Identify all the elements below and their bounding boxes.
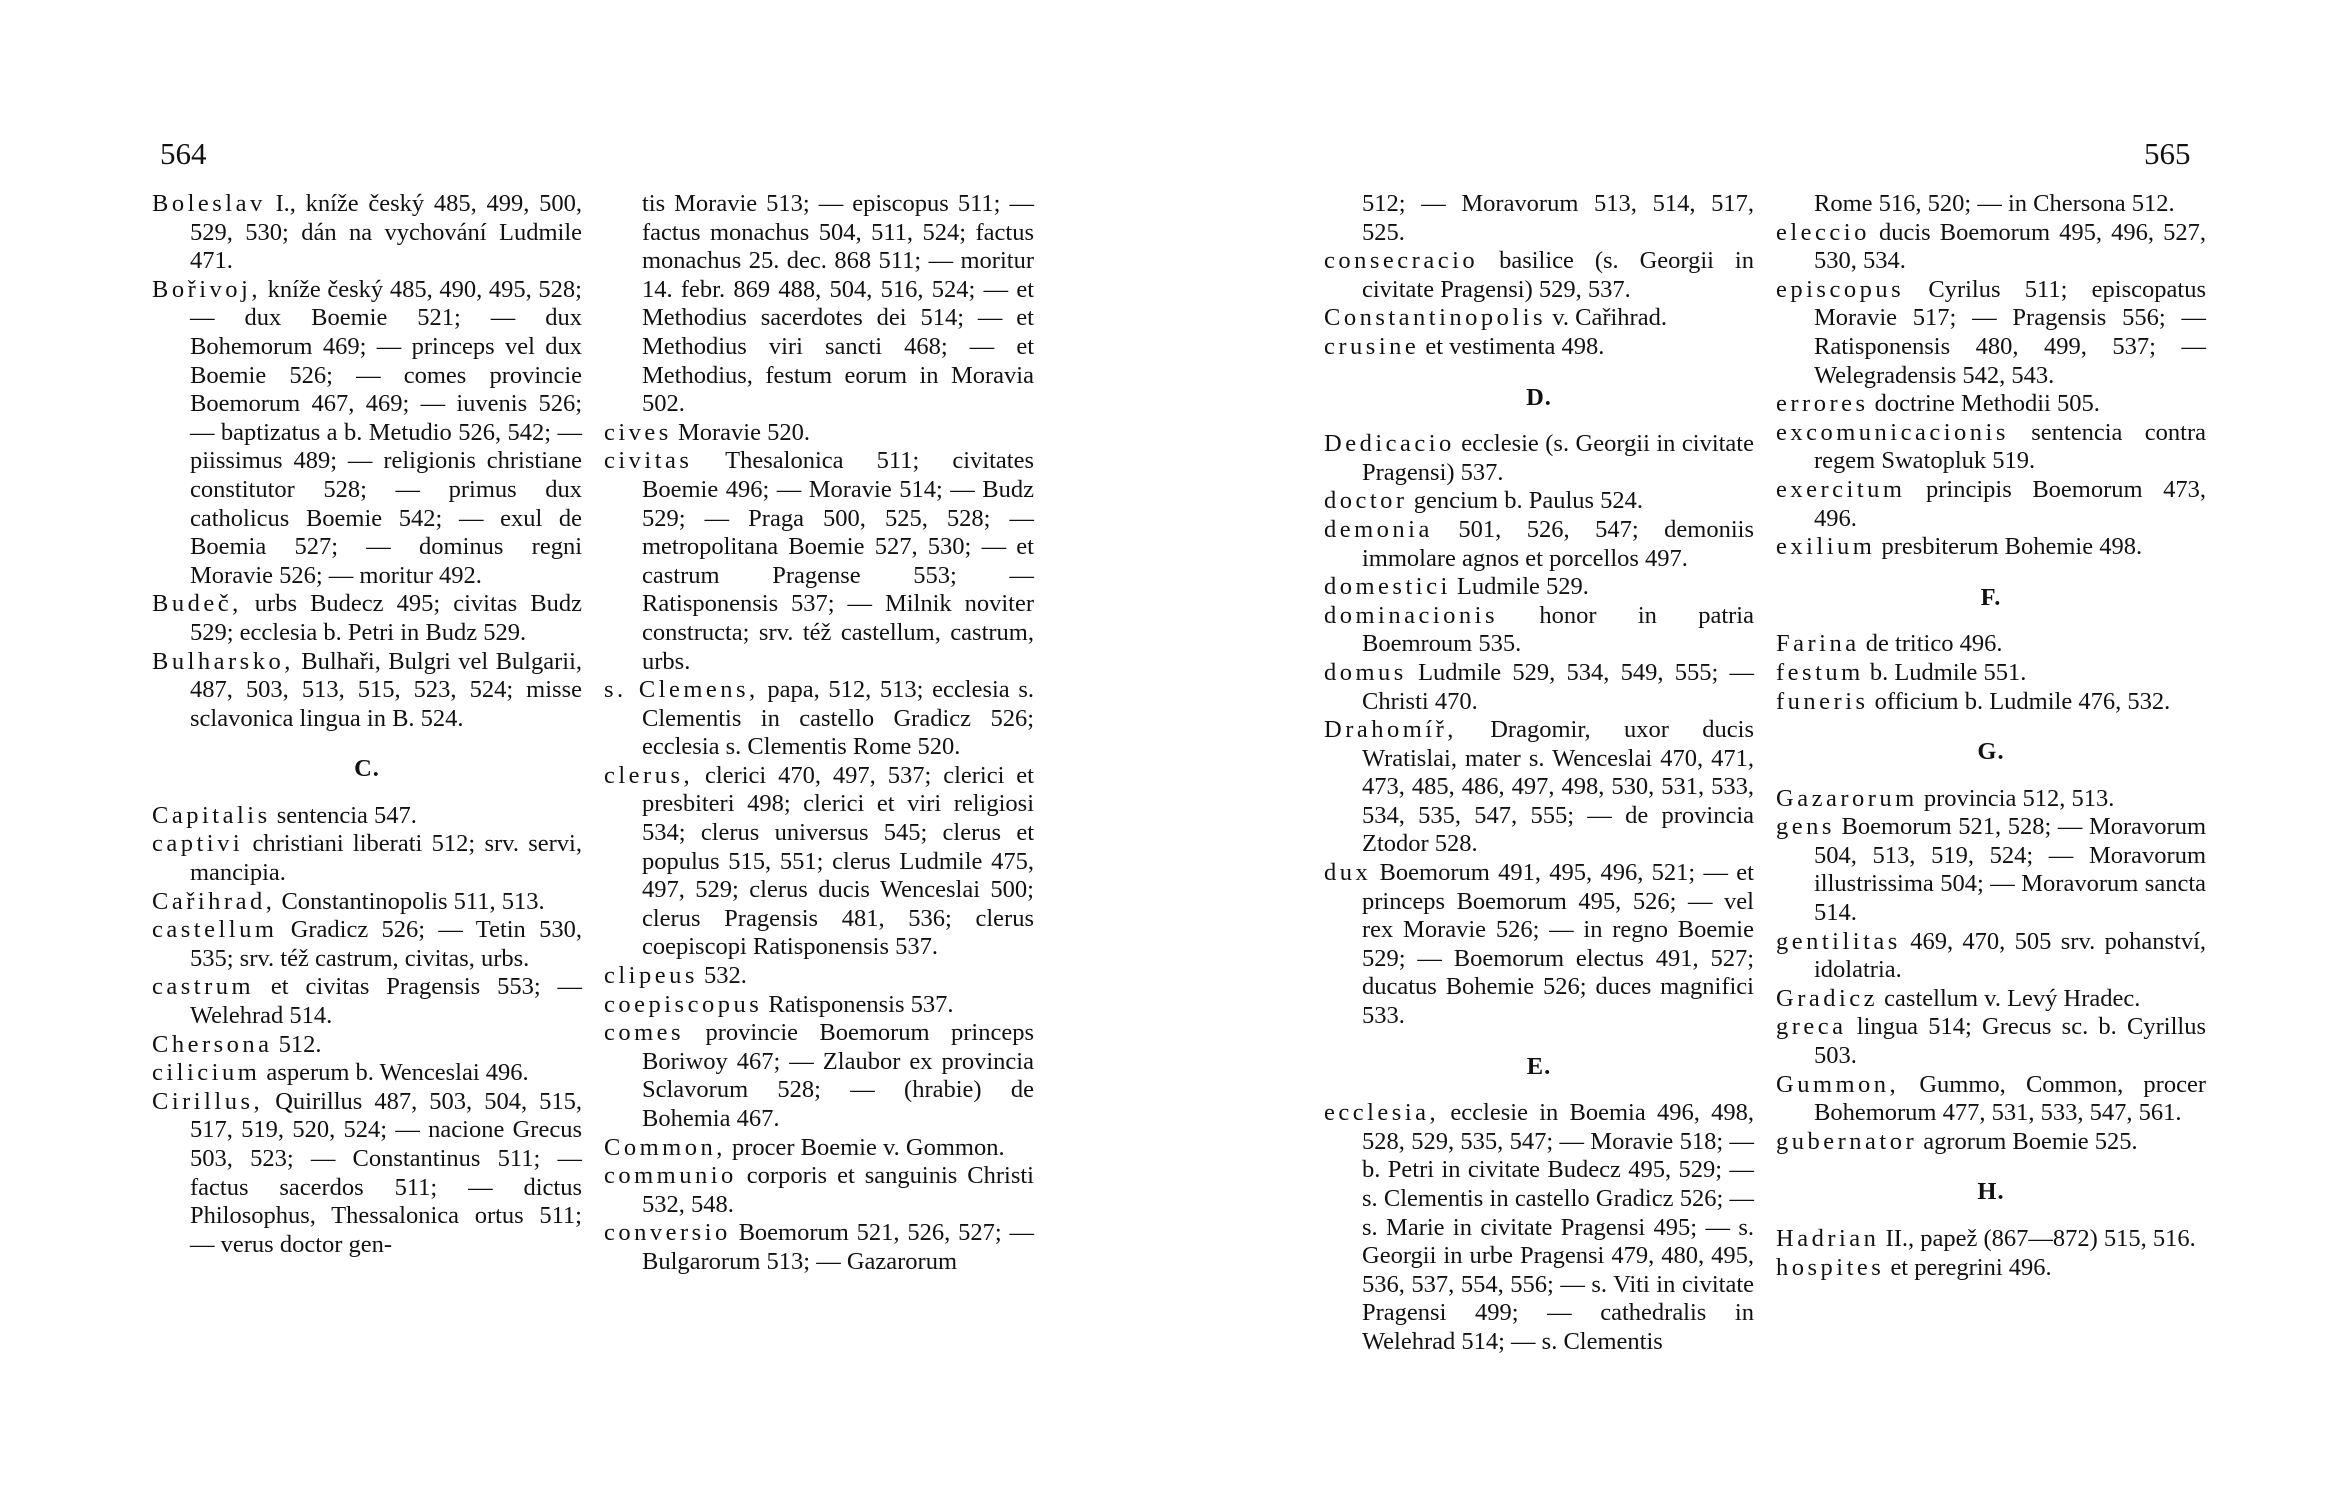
page-number-right: 565 xyxy=(2144,136,2191,171)
entry-text: sentencia 547. xyxy=(270,801,417,829)
section-letter: D. xyxy=(1526,383,1552,411)
section-letter: G. xyxy=(1977,738,2005,766)
entry-text: agrorum Boemie 525. xyxy=(1917,1127,2138,1155)
entry-text: 512. xyxy=(272,1030,322,1058)
index-entry xyxy=(1324,573,1754,602)
index-entry xyxy=(1324,304,1754,333)
entry-text: kníže český 485, 490, 495, 528; — dux Boemie 521; — dux Bohemorum 469; — princeps vel dux Boemie 526; — comes provincie Boemorum 467, 469; — iuvenis 526; — baptizatus a b. Metudio 526, 542; — piissimus 489; — religionis christiane constitutor 528; — primus dux catholicus Boemie 542; — exul de Boemia 527; — dominus regni Moravie 526; — moritur 492. xyxy=(190,275,582,589)
entry-headword: coepiscopus xyxy=(604,990,763,1018)
entry-headword: Boleslav xyxy=(152,190,266,217)
entry-headword: cilicium xyxy=(152,1059,261,1087)
entry-headword: Hadrian xyxy=(1776,1225,1880,1252)
entry-text: Quirillus 487, 503, 504, 515, 517, 519, 520, 524; — nacione Grecus 503, 523; — Constantinus 511; — factus sacerdos 511; — dictus Philosophus, Thessalonica ortus 511; — verus doctor gen- xyxy=(190,1087,582,1258)
entry-text: sentencia contra regem Swatopluk 519. xyxy=(1814,418,2206,475)
entry-headword: consecracio xyxy=(1324,247,1479,275)
index-entry xyxy=(604,1219,1034,1276)
section-letter: F. xyxy=(1980,583,2002,611)
entry-headword: castrum xyxy=(152,973,255,1001)
index-entry-continued: Rome 516, 520; — in Chersona 512. xyxy=(1814,190,2175,217)
index-entry xyxy=(1776,533,2206,562)
entry-text: Ratisponensis 537. xyxy=(762,990,954,1018)
index-entry xyxy=(152,973,582,1030)
entry-headword: exilium xyxy=(1776,533,1876,561)
entry-text: v. Cařihrad. xyxy=(1546,304,1667,332)
entry-headword: domus xyxy=(1324,658,1407,686)
entry-text: et vestimenta 498. xyxy=(1419,332,1605,360)
entry-text: Gummo, Common, procer Bohemorum 477, 531, 533, 547, 561. xyxy=(1814,1070,2206,1127)
index-entry xyxy=(604,962,1034,991)
index-entry xyxy=(152,830,582,887)
index-entry xyxy=(1776,390,2206,419)
index-entry-continued: tis Moravie 513; — episcopus 511; — factus monachus 504, 511, 524; factus monachus 25. dec. 868 511; — moritur 14. febr. 869 488, 504, 516, 524; — et Methodius sacerdotes dei 514; — et Methodius viri sancti 468; — et Methodius, festum eorum in Moravia 502. xyxy=(642,190,1034,418)
index-entry xyxy=(1776,219,2206,276)
entry-headword: doctor xyxy=(1324,487,1408,515)
index-entry xyxy=(1776,1128,2206,1157)
entry-headword: errores xyxy=(1776,390,1869,418)
entry-headword: Gazarorum xyxy=(1776,784,1918,812)
entry-text: b. Ludmile 551. xyxy=(1863,658,2027,686)
index-entry xyxy=(1324,333,1754,362)
index-entry xyxy=(152,802,582,831)
index-entry xyxy=(604,676,1034,762)
index-entry xyxy=(1776,1071,2206,1128)
entry-headword: hospites xyxy=(1776,1253,1885,1281)
entry-text: papa, 512, 513; ecclesia s. Clementis in castello Gradicz 526; ecclesia s. Clementis Rome 520. xyxy=(642,676,1034,761)
entry-text: Thesalonica 511; civitates Boemie 496; — Moravie 514; — Budz 529; — Praga 500, 525, 528; — metropolitana Boemie 527, 530; — et castrum Pragense 553; — Ratisponensis 537; — Milnik noviter constructa; srv. též castellum, castrum, urbs. xyxy=(642,447,1034,675)
index-entry xyxy=(1324,859,1754,1031)
entry-headword: communio xyxy=(604,1162,737,1190)
entry-text: 532. xyxy=(697,962,747,990)
entry-text: provincie Boemorum princeps Boriwoy 467; — Zlaubor ex provincia Sclavorum 528; — (hrabie) de Bohemia 467. xyxy=(642,1019,1034,1132)
index-entry xyxy=(152,276,582,591)
index-entry xyxy=(604,1162,1034,1219)
entry-headword: gubernator xyxy=(1776,1127,1918,1155)
entry-headword: excomunicacionis xyxy=(1776,418,2009,446)
entry-text: et peregrini 496. xyxy=(1884,1253,2052,1281)
entry-text: et civitas Pragensis 553; — Welehrad 514. xyxy=(190,973,582,1030)
index-entry xyxy=(152,1088,582,1260)
entry-text: urbs Budecz 495; civitas Budz 529; ecclesia b. Petri in Budz 529. xyxy=(190,590,582,646)
entry-text: 501, 526, 547; demoniis immolare agnos et porcellos 497. xyxy=(1362,515,1754,572)
entry-text: Ludmile 529. xyxy=(1450,573,1589,601)
entry-text: castellum v. Levý Hradec. xyxy=(1878,984,2141,1012)
index-entry xyxy=(152,1031,582,1060)
entry-text: 469, 470, 505 srv. pohanství, idolatria. xyxy=(1814,927,2206,984)
index-entry xyxy=(1776,985,2206,1014)
entry-text: Bulhaři, Bulgri vel Bulgarii, 487, 503, 513, 515, 523, 524; misse sclavonica lingua in B. 524. xyxy=(190,647,582,732)
page-number-left: 564 xyxy=(160,136,207,171)
index-entry xyxy=(1776,659,2206,688)
index-entry-continued: 512; — Moravorum 513, 514, 517, 525. xyxy=(1362,190,1754,246)
entry-text: officium b. Ludmile 476, 532. xyxy=(1868,687,2171,715)
entry-headword: Farina xyxy=(1776,630,1860,658)
entry-text: ecclesie in Boemia 496, 498, 528, 529, 535, 547; — Moravie 518; — b. Petri in civitate Budecz 495, 529; — s. Clementis in castello Gradicz 526; — s. Marie in civitate Pragensi 495; — s. Georgii in urbe Pragensi 479, 480, 495, 536, 537, 554, 556; — s. Viti in civitate Pragensi 499; — cathedralis in Welehrad 514; — s. Clementis xyxy=(1362,1099,1754,1355)
entry-headword: domestici xyxy=(1324,573,1451,601)
index-entry xyxy=(1776,1013,2206,1070)
index-entry xyxy=(1776,688,2206,717)
index-entry xyxy=(152,590,582,647)
index-entry xyxy=(604,1019,1034,1133)
entry-headword: eleccio xyxy=(1776,218,1870,246)
entry-text: I., kníže český 485, 499, 500, 529, 530; dán na vychování Ludmile 471. xyxy=(190,190,582,275)
entry-headword: Gradicz xyxy=(1776,984,1879,1012)
entry-text: clerici 470, 497, 537; clerici et presbiteri 498; clerici et viri religiosi 534; clerus universus 545; clerus et populus 515, 551; clerus Ludmile 475, 497, 529; clerus ducis Wenceslai 500; clerus Pragensis 481, 536; clerus coepiscopi Ratisponensis 537. xyxy=(642,761,1034,961)
index-entry xyxy=(152,888,582,917)
entry-text: de tritico 496. xyxy=(1859,630,2003,658)
entry-text: Boemorum 521, 528; — Moravorum 504, 513, 519, 524; — Moravorum illustrissima 504; — Moravorum sancta 514. xyxy=(1814,813,2206,927)
index-entry xyxy=(604,419,1034,448)
entry-headword: clerus, xyxy=(604,761,694,789)
entry-headword: comes xyxy=(604,1019,685,1047)
entry-text: corporis et sanguinis Christi 532, 548. xyxy=(642,1162,1034,1218)
entry-headword: captivi xyxy=(152,830,244,858)
entry-headword: Budeč, xyxy=(152,590,242,618)
index-entry xyxy=(1776,276,2206,390)
entry-headword: ecclesia, xyxy=(1324,1099,1440,1127)
entry-headword: Common, xyxy=(604,1133,726,1161)
entry-text: Cyrilus 511; episcopatus Moravie 517; — Pragensis 556; — Ratisponensis 480, 499, 537; — Welegradensis 542, 543. xyxy=(1814,275,2206,389)
index-entry xyxy=(1324,487,1754,516)
index-entry xyxy=(1776,476,2206,533)
index-entry xyxy=(1324,247,1754,304)
entry-headword: Cařihrad, xyxy=(152,887,276,915)
entry-text: principis Boemorum 473, 496. xyxy=(1814,475,2206,532)
entry-text: lingua 514; Grecus sc. b. Cyrillus 503. xyxy=(1814,1013,2206,1070)
entry-headword: festum xyxy=(1776,658,1864,686)
index-entry xyxy=(1776,419,2206,476)
index-entry xyxy=(152,916,582,973)
entry-text: Gradicz 526; — Tetin 530, 535; srv. též castrum, civitas, urbs. xyxy=(190,916,582,972)
entry-text: presbiterum Bohemie 498. xyxy=(1875,533,2143,561)
entry-headword: episcopus xyxy=(1776,275,1905,303)
index-entry xyxy=(1324,716,1754,859)
entry-text: christiani liberati 512; srv. servi, mancipia. xyxy=(190,830,582,887)
index-entry xyxy=(604,991,1034,1020)
section-letter: H. xyxy=(1977,1178,2005,1206)
entry-text: ecclesie (s. Georgii in civitate Pragensi) 537. xyxy=(1362,430,1754,486)
entry-text: gencium b. Paulus 524. xyxy=(1407,487,1644,515)
index-entry xyxy=(1776,785,2206,814)
entry-headword: dux xyxy=(1324,859,1372,887)
entry-headword: s. Clemens, xyxy=(604,676,759,704)
index-entry xyxy=(604,447,1034,676)
index-entry xyxy=(1324,1099,1754,1356)
index-entry xyxy=(1776,813,2206,927)
entry-headword: dominacionis xyxy=(1324,601,1499,629)
index-column-2 xyxy=(604,190,1034,1277)
entry-headword: Dedicacio xyxy=(1324,430,1455,458)
index-entry xyxy=(152,190,582,276)
entry-text: honor in patria Boemroum 535. xyxy=(1362,601,1754,658)
entry-text: procer Boemie v. Gommon. xyxy=(725,1133,1005,1161)
entry-headword: funeris xyxy=(1776,687,1869,715)
entry-text: II., papež (867—872) 515, 516. xyxy=(1879,1225,2196,1252)
entry-headword: demonia xyxy=(1324,515,1433,543)
entry-headword: gens xyxy=(1776,813,1835,841)
entry-headword: gentilitas xyxy=(1776,927,1901,955)
entry-headword: exercitum xyxy=(1776,475,1906,503)
entry-text: Constantinopolis 511, 513. xyxy=(275,887,545,915)
entry-text: provincia 512, 513. xyxy=(1917,784,2115,812)
entry-headword: Gummon, xyxy=(1776,1070,1900,1098)
entry-headword: crusine xyxy=(1324,332,1420,360)
index-entry xyxy=(1324,516,1754,573)
index-entry xyxy=(152,648,582,734)
index-entry xyxy=(1776,630,2206,659)
index-entry xyxy=(1776,1254,2206,1283)
index-column-1 xyxy=(152,190,582,1259)
entry-headword: Drahomíř, xyxy=(1324,716,1457,744)
entry-text: asperum b. Wenceslai 496. xyxy=(260,1059,529,1087)
entry-headword: castellum xyxy=(152,916,278,944)
entry-headword: Chersona xyxy=(152,1030,273,1058)
index-entry xyxy=(1324,430,1754,487)
index-entry xyxy=(1324,659,1754,716)
entry-text: Boemorum 491, 495, 496, 521; — et princeps Boemorum 495, 526; — vel rex Moravie 526; — in regno Boemie 529; — Boemorum electus 491, 527; ducatus Bohemie 526; duces magnifici 533. xyxy=(1362,859,1754,1030)
index-entry xyxy=(1776,928,2206,985)
entry-text: Ludmile 529, 534, 549, 555; — Christi 470. xyxy=(1362,658,1754,715)
section-letter: E. xyxy=(1526,1052,1552,1080)
entry-headword: Constantinopolis xyxy=(1324,304,1547,332)
entry-headword: civitas xyxy=(604,447,693,475)
entry-text: Dragomir, uxor ducis Wratislai, mater s. Wenceslai 470, 471, 473, 485, 486, 497, 498, 530, 531, 533, 534, 535, 547, 555; — de provincia Ztodor 528. xyxy=(1362,716,1754,858)
entry-headword: cives xyxy=(604,418,672,446)
index-entry xyxy=(1776,1225,2206,1254)
index-entry xyxy=(152,1059,582,1088)
index-column-3 xyxy=(1324,190,1754,1357)
entry-headword: greca xyxy=(1776,1013,1847,1041)
entry-headword: Capitalis xyxy=(152,801,271,829)
entry-headword: conversio xyxy=(604,1219,731,1247)
index-column-4 xyxy=(1776,190,2206,1282)
entry-headword: Bořivoj, xyxy=(152,275,261,303)
index-entry xyxy=(604,762,1034,962)
entry-text: Boemorum 521, 526, 527; — Bulgarorum 513; — Gazarorum xyxy=(642,1219,1034,1275)
index-entry xyxy=(1324,602,1754,659)
entry-text: basilice (s. Georgii in civitate Pragensi) 529, 537. xyxy=(1362,247,1754,303)
section-letter: C. xyxy=(354,755,380,783)
entry-text: doctrine Methodii 505. xyxy=(1868,390,2100,418)
entry-headword: clipeus xyxy=(604,962,698,990)
entry-headword: Cirillus, xyxy=(152,1087,264,1115)
index-entry xyxy=(604,1134,1034,1163)
entry-text: Moravie 520. xyxy=(671,418,810,446)
entry-text: ducis Boemorum 495, 496, 527, 530, 534. xyxy=(1814,218,2206,275)
entry-headword: Bulharsko, xyxy=(152,647,294,675)
